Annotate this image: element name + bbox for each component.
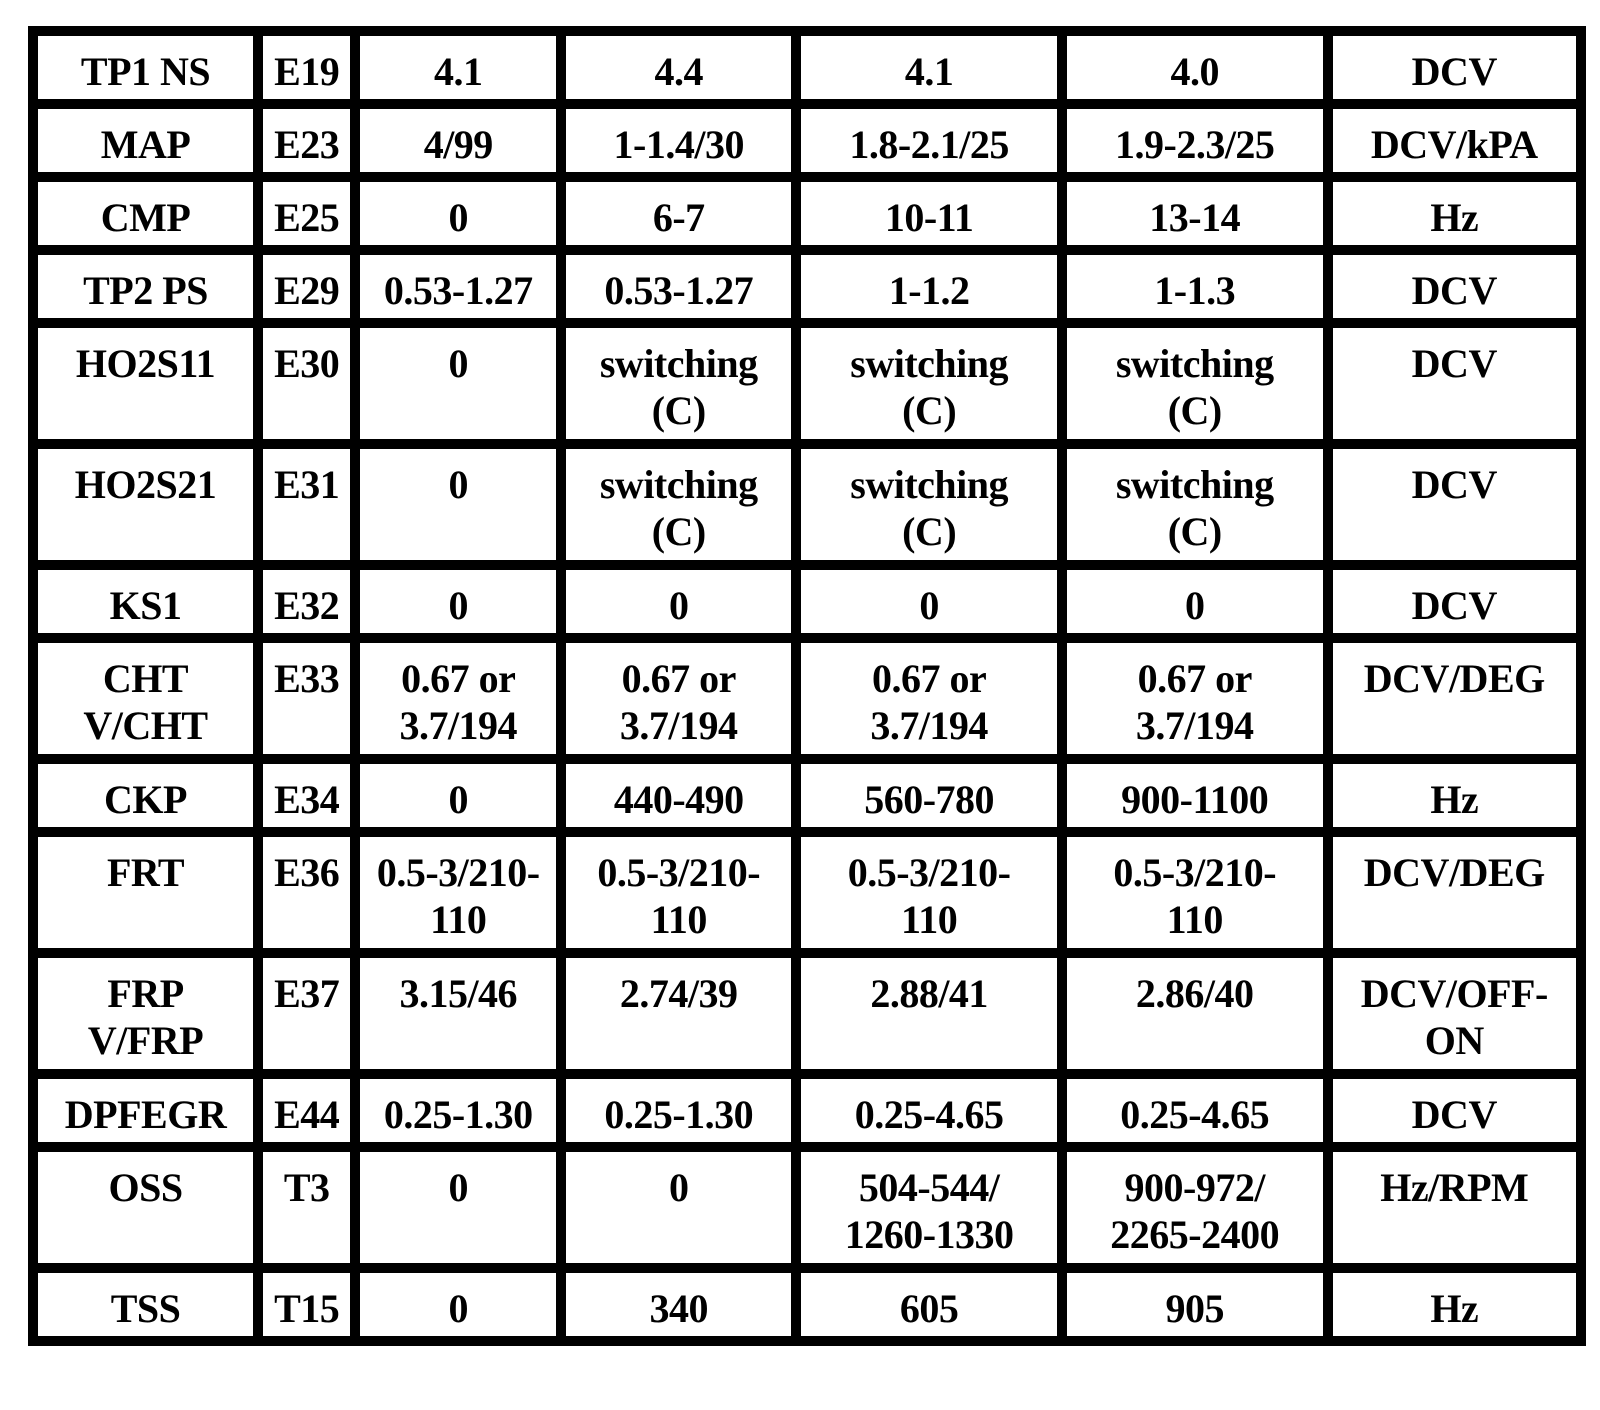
value-cell: 2.88/41 xyxy=(796,953,1062,1074)
value-cell: 0 xyxy=(355,177,561,250)
value-cell: 13-14 xyxy=(1062,177,1328,250)
pin-cell: T3 xyxy=(258,1147,355,1268)
table-row xyxy=(33,638,1581,759)
value-cell: switching (C) xyxy=(796,323,1062,444)
pin-cell: E44 xyxy=(258,1074,355,1147)
value-cell: switching (C) xyxy=(561,444,796,565)
value-cell: 0.67 or 3.7/194 xyxy=(561,638,796,759)
table-row xyxy=(33,104,1581,177)
signal-name-cell: CMP xyxy=(33,177,258,250)
value-cell: 0.25-4.65 xyxy=(1062,1074,1328,1147)
value-cell: 1.9-2.3/25 xyxy=(1062,104,1328,177)
pin-cell: E23 xyxy=(258,104,355,177)
table-row xyxy=(33,444,1581,565)
value-cell: 440-490 xyxy=(561,759,796,832)
value-cell: 10-11 xyxy=(796,177,1062,250)
value-cell: 0 xyxy=(561,565,796,638)
unit-cell: DCV xyxy=(1328,565,1581,638)
value-cell: 1-1.4/30 xyxy=(561,104,796,177)
table-wrapper xyxy=(28,26,1586,1346)
value-cell: 0.5-3/210- 110 xyxy=(1062,832,1328,953)
value-cell: 0 xyxy=(355,1268,561,1341)
pin-cell: E37 xyxy=(258,953,355,1074)
unit-cell: DCV xyxy=(1328,250,1581,323)
unit-cell: Hz/RPM xyxy=(1328,1147,1581,1268)
value-cell: 0.67 or 3.7/194 xyxy=(796,638,1062,759)
value-cell: 0.67 or 3.7/194 xyxy=(1062,638,1328,759)
pin-cell: E32 xyxy=(258,565,355,638)
table-row xyxy=(33,31,1581,104)
table-row xyxy=(33,1147,1581,1268)
value-cell: 0.53-1.27 xyxy=(355,250,561,323)
table-row xyxy=(33,250,1581,323)
value-cell: 1-1.2 xyxy=(796,250,1062,323)
value-cell: 4/99 xyxy=(355,104,561,177)
value-cell: 4.1 xyxy=(796,31,1062,104)
value-cell: 504-544/ 1260-1330 xyxy=(796,1147,1062,1268)
pin-cell: E19 xyxy=(258,31,355,104)
signal-name-cell: TP1 NS xyxy=(33,31,258,104)
table-row xyxy=(33,565,1581,638)
value-cell: 0.25-4.65 xyxy=(796,1074,1062,1147)
value-cell: 905 xyxy=(1062,1268,1328,1341)
value-cell: 560-780 xyxy=(796,759,1062,832)
table-row xyxy=(33,1268,1581,1341)
table-row xyxy=(33,323,1581,444)
value-cell: 6-7 xyxy=(561,177,796,250)
value-cell: 1.8-2.1/25 xyxy=(796,104,1062,177)
table-row xyxy=(33,832,1581,953)
pin-cell: E33 xyxy=(258,638,355,759)
value-cell: 900-972/ 2265-2400 xyxy=(1062,1147,1328,1268)
pin-cell: E29 xyxy=(258,250,355,323)
diagnostic-values-table xyxy=(28,26,1586,1346)
value-cell: switching (C) xyxy=(1062,444,1328,565)
value-cell: 0 xyxy=(355,1147,561,1268)
signal-name-cell: HO2S21 xyxy=(33,444,258,565)
signal-name-cell: CKP xyxy=(33,759,258,832)
table-row xyxy=(33,953,1581,1074)
signal-name-cell: FRP V/FRP xyxy=(33,953,258,1074)
signal-name-cell: HO2S11 xyxy=(33,323,258,444)
value-cell: 0 xyxy=(355,444,561,565)
unit-cell: DCV/DEG xyxy=(1328,638,1581,759)
pin-cell: T15 xyxy=(258,1268,355,1341)
value-cell: 0 xyxy=(355,323,561,444)
unit-cell: Hz xyxy=(1328,759,1581,832)
unit-cell: DCV xyxy=(1328,31,1581,104)
unit-cell: DCV xyxy=(1328,323,1581,444)
value-cell: 0.5-3/210- 110 xyxy=(561,832,796,953)
value-cell: 0 xyxy=(1062,565,1328,638)
value-cell: 605 xyxy=(796,1268,1062,1341)
value-cell: 1-1.3 xyxy=(1062,250,1328,323)
signal-name-cell: DPFEGR xyxy=(33,1074,258,1147)
value-cell: 0.25-1.30 xyxy=(355,1074,561,1147)
value-cell: 900-1100 xyxy=(1062,759,1328,832)
value-cell: 2.74/39 xyxy=(561,953,796,1074)
signal-name-cell: MAP xyxy=(33,104,258,177)
value-cell: 0 xyxy=(796,565,1062,638)
value-cell: 0 xyxy=(355,565,561,638)
value-cell: 4.4 xyxy=(561,31,796,104)
value-cell: 340 xyxy=(561,1268,796,1341)
table-row xyxy=(33,177,1581,250)
signal-name-cell: FRT xyxy=(33,832,258,953)
table-row xyxy=(33,1074,1581,1147)
unit-cell: DCV/kPA xyxy=(1328,104,1581,177)
pin-cell: E34 xyxy=(258,759,355,832)
value-cell: 0.5-3/210- 110 xyxy=(355,832,561,953)
unit-cell: DCV/DEG xyxy=(1328,832,1581,953)
value-cell: 0.67 or 3.7/194 xyxy=(355,638,561,759)
pin-cell: E31 xyxy=(258,444,355,565)
unit-cell: DCV/OFF- ON xyxy=(1328,953,1581,1074)
value-cell: switching (C) xyxy=(1062,323,1328,444)
value-cell: switching (C) xyxy=(796,444,1062,565)
value-cell: 0.5-3/210- 110 xyxy=(796,832,1062,953)
signal-name-cell: OSS xyxy=(33,1147,258,1268)
table-body xyxy=(33,31,1581,1341)
value-cell: 4.1 xyxy=(355,31,561,104)
value-cell: 0 xyxy=(561,1147,796,1268)
unit-cell: Hz xyxy=(1328,1268,1581,1341)
value-cell: 0 xyxy=(355,759,561,832)
pin-cell: E30 xyxy=(258,323,355,444)
pin-cell: E36 xyxy=(258,832,355,953)
value-cell: 2.86/40 xyxy=(1062,953,1328,1074)
unit-cell: Hz xyxy=(1328,177,1581,250)
value-cell: 3.15/46 xyxy=(355,953,561,1074)
value-cell: 4.0 xyxy=(1062,31,1328,104)
value-cell: 0.53-1.27 xyxy=(561,250,796,323)
signal-name-cell: KS1 xyxy=(33,565,258,638)
value-cell: switching (C) xyxy=(561,323,796,444)
signal-name-cell: CHT V/CHT xyxy=(33,638,258,759)
pin-cell: E25 xyxy=(258,177,355,250)
unit-cell: DCV xyxy=(1328,1074,1581,1147)
signal-name-cell: TSS xyxy=(33,1268,258,1341)
unit-cell: DCV xyxy=(1328,444,1581,565)
value-cell: 0.25-1.30 xyxy=(561,1074,796,1147)
table-row xyxy=(33,759,1581,832)
signal-name-cell: TP2 PS xyxy=(33,250,258,323)
